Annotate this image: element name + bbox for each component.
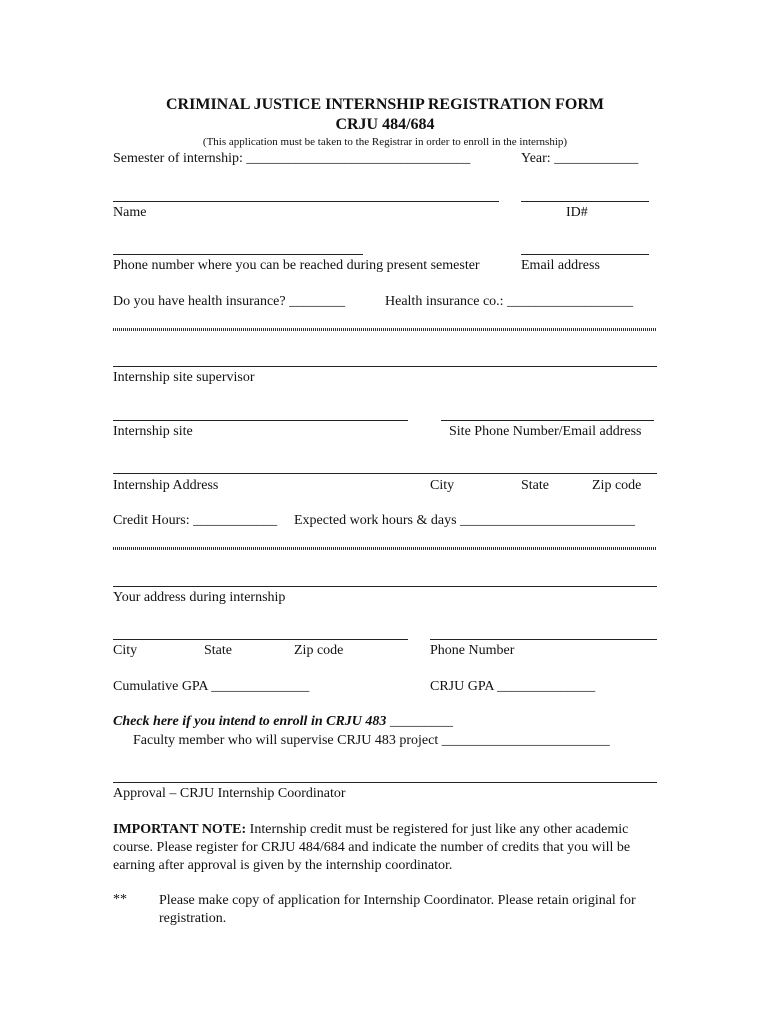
- section-divider: [113, 328, 657, 331]
- footer-note: Please make copy of application for Internship Coordinator. Please retain original for registration.: [159, 893, 636, 926]
- registrar-note: (This application must be taken to the Registrar in order to enroll in the internship): [202, 136, 568, 148]
- site-zip-label: Zip code: [592, 478, 642, 493]
- important-note: [113, 821, 653, 875]
- site-contact-line[interactable]: [441, 420, 654, 421]
- crju483-check-label: Check here if you intend to enroll in CRJU 483: [113, 714, 387, 729]
- crju-gpa-field[interactable]: CRJU GPA ______________: [430, 679, 596, 694]
- site-address-line[interactable]: [113, 473, 657, 474]
- credit-hours-field[interactable]: Credit Hours: ____________: [113, 513, 278, 528]
- year-field[interactable]: Year: ____________: [521, 151, 639, 166]
- work-hours-field[interactable]: Expected work hours & days _________________________: [294, 513, 636, 528]
- course-number: CRJU 484/684: [335, 116, 435, 133]
- crju483-checkbox-field[interactable]: [113, 714, 453, 730]
- your-address-label: Your address during internship: [113, 590, 286, 605]
- semester-field[interactable]: Semester of internship: ________________________________: [113, 151, 471, 166]
- email-label: Email address: [521, 258, 600, 273]
- section-divider: [113, 547, 657, 550]
- approval-label: Approval – CRJU Internship Coordinator: [113, 786, 346, 801]
- site-state-label: State: [521, 478, 549, 493]
- important-note-text: Internship credit must be registered for just like any other academic course. Please register for CRJU 484/684 and indicate the number of credits that you will be earning after approval is given by the internship coordinator.: [113, 822, 631, 873]
- insurance-company-field[interactable]: Health insurance co.: __________________: [385, 294, 634, 309]
- approval-line[interactable]: [113, 782, 657, 783]
- your-address-line[interactable]: [113, 586, 657, 587]
- city-label: City: [113, 643, 138, 658]
- site-line[interactable]: [113, 420, 408, 421]
- state-label: State: [204, 643, 232, 658]
- site-address-label: Internship Address: [113, 478, 219, 493]
- name-label: Name: [113, 205, 147, 220]
- health-insurance-field[interactable]: Do you have health insurance? ________: [113, 294, 346, 309]
- email-line[interactable]: [521, 254, 649, 255]
- id-label: ID#: [566, 205, 588, 220]
- phone-number-line[interactable]: [430, 639, 657, 640]
- site-label: Internship site: [113, 424, 193, 439]
- name-line[interactable]: [113, 201, 499, 202]
- faculty-supervisor-field[interactable]: Faculty member who will supervise CRJU 483 project ________________________: [133, 733, 610, 748]
- city-state-zip-line[interactable]: [113, 639, 408, 640]
- crju483-check-blank[interactable]: _________: [386, 714, 453, 729]
- id-line[interactable]: [521, 201, 649, 202]
- supervisor-line[interactable]: [113, 366, 657, 367]
- form-title: CRIMINAL JUSTICE INTERNSHIP REGISTRATION FORM: [166, 96, 604, 113]
- phone-line[interactable]: [113, 254, 363, 255]
- phone-label: Phone number where you can be reached during present semester: [113, 258, 480, 273]
- footer-marker: **: [113, 892, 127, 907]
- site-city-label: City: [430, 478, 455, 493]
- supervisor-label: Internship site supervisor: [113, 370, 255, 385]
- site-contact-label: Site Phone Number/Email address: [449, 424, 642, 439]
- cumulative-gpa-field[interactable]: Cumulative GPA ______________: [113, 679, 310, 694]
- phone-number-label: Phone Number: [430, 643, 515, 658]
- important-note-label: IMPORTANT NOTE:: [113, 822, 247, 837]
- zip-label: Zip code: [294, 643, 344, 658]
